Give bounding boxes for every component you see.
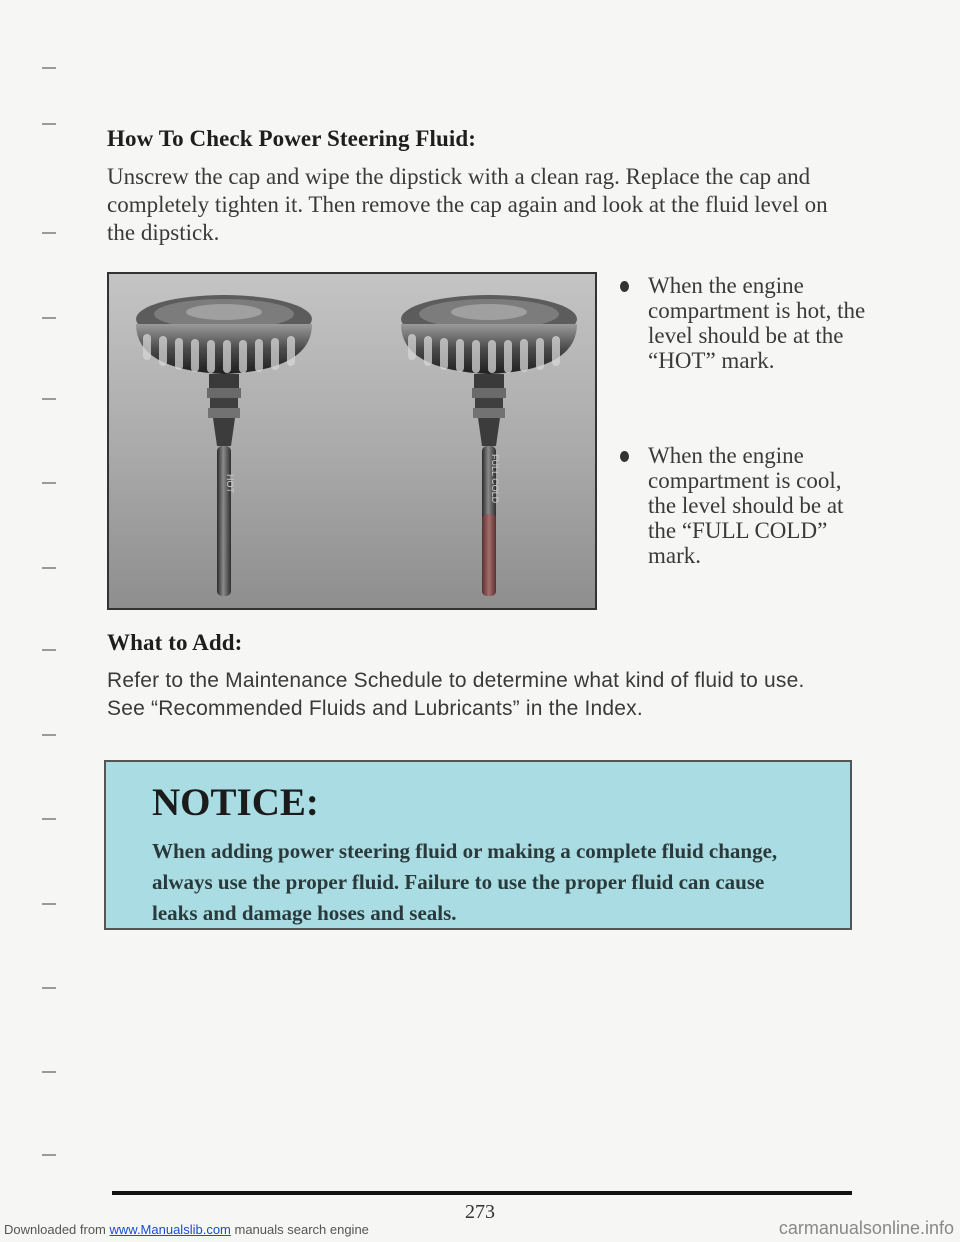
margin-tick [42, 818, 56, 820]
margin-tick [42, 734, 56, 736]
intro-paragraph: Unscrew the cap and wipe the dipstick with a clean rag. Replace the cap and completely tighten it. Then remove the cap again and look at the fluid level on the dipstick. [107, 164, 828, 245]
margin-tick [42, 1154, 56, 1156]
notice-box [104, 760, 852, 930]
dipstick-illustration [109, 274, 595, 608]
section-heading-check: How To Check Power Steering Fluid: [107, 126, 477, 151]
margin-tick [42, 482, 56, 484]
margin-tick [42, 649, 56, 651]
margin-tick [42, 317, 56, 319]
dipstick-photo [107, 272, 597, 610]
footer-prefix: Downloaded from [4, 1222, 110, 1237]
page-number: 273 [465, 1201, 495, 1223]
margin-tick [42, 987, 56, 989]
margin-tick [42, 903, 56, 905]
margin-tick [42, 123, 56, 125]
full-cold-mark-label: FULL COLD [490, 454, 500, 504]
notice-title: NOTICE: [152, 781, 319, 824]
site-watermark: carmanualsonline.info [778, 1218, 954, 1238]
hot-mark-label: HOT [225, 474, 235, 493]
margin-tick [42, 398, 56, 400]
section-heading-add: What to Add: [107, 630, 243, 655]
bullet-cold [620, 443, 860, 603]
bullet-text: When the engine compartment is hot, the level should be at the “HOT” mark. [648, 273, 866, 373]
footer-suffix: manuals search engine [230, 1222, 369, 1237]
bottom-rule [112, 1191, 852, 1195]
bullet-icon [620, 281, 629, 292]
margin-tick [42, 232, 56, 234]
notice-text: When adding power steering fluid or making a complete fluid change, always use the proper fluid. Failure to use the proper fluid can cause leaks and damage hoses and seals. [152, 839, 778, 925]
bullet-hot [620, 273, 866, 403]
margin-tick [42, 67, 56, 69]
download-footer [4, 1222, 369, 1237]
manualslib-link[interactable]: www.Manualslib.com [109, 1222, 231, 1237]
bullet-text: When the engine compartment is cool, the level should be at the “FULL COLD” mark. [648, 443, 844, 568]
margin-tick [42, 567, 56, 569]
bullet-icon [620, 451, 629, 462]
add-paragraph: Refer to the Maintenance Schedule to determine what kind of fluid to use. See “Recommended Fluids and Lubricants” in the Index. [107, 669, 805, 720]
margin-tick [42, 1071, 56, 1073]
